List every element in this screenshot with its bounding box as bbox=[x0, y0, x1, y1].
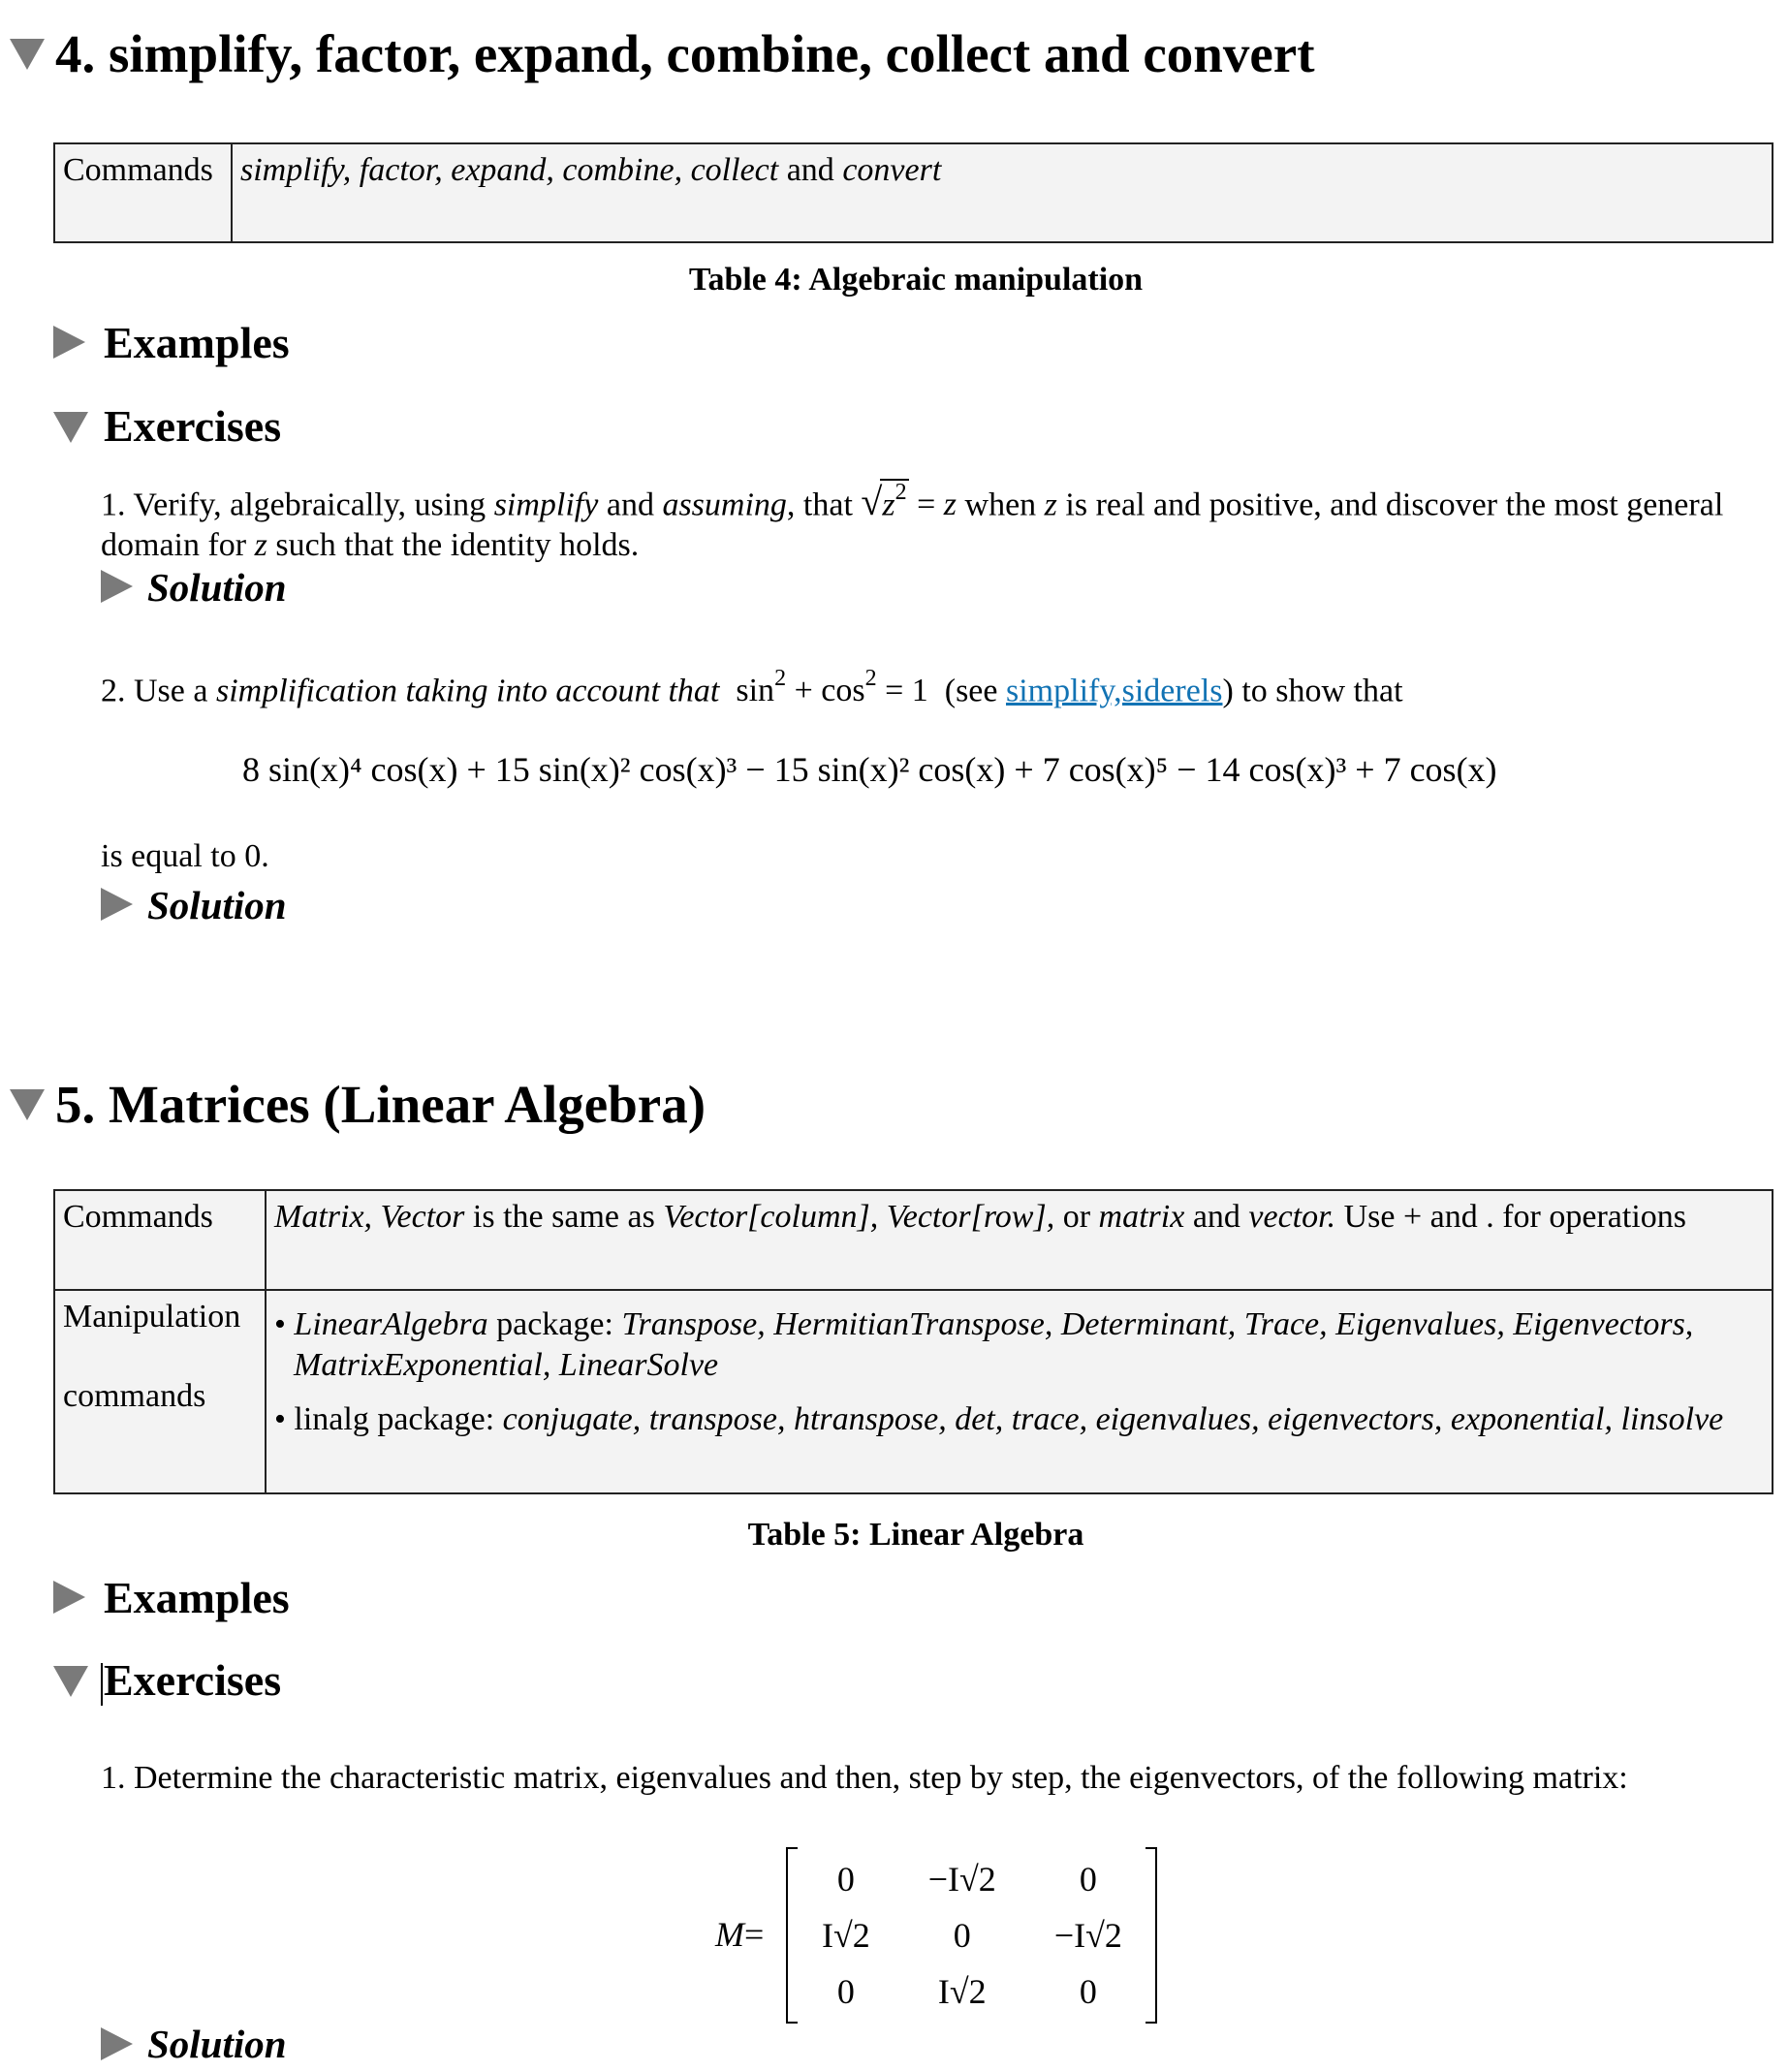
exercise-4-2-tail: is equal to 0. bbox=[101, 838, 269, 874]
sqrt-expression: $√z^2 = z$ bbox=[861, 480, 957, 524]
matrix-label: M= bbox=[715, 1915, 765, 1954]
table-value: • LinearAlgebra package: Transpose, HermitianTranspose, Determinant, Trace, Eigenvalues, Eigenvectors, MatrixExponential, LinearSolve • linalg package: conjugate, transpose, htranspose, det, trace, eigenvalues, eigenvectors, exponential, linsolve bbox=[266, 1290, 1773, 1493]
matrix-cell: 0 bbox=[953, 1916, 971, 1955]
expand-triangle-icon[interactable] bbox=[101, 2027, 133, 2060]
commands-table-5 bbox=[53, 1189, 1773, 1494]
expand-triangle-icon[interactable] bbox=[101, 570, 133, 603]
collapse-triangle-icon[interactable] bbox=[10, 39, 45, 70]
matrix-cell: 0 bbox=[1079, 1860, 1097, 1899]
trig-expression: 8 sin(x)⁴ cos(x) + 15 sin(x)² cos(x)³ − 15 sin(x)² cos(x) + 7 cos(x)⁵ − 14 cos(x)³ + 7 cos(x) bbox=[242, 750, 1497, 789]
matrix-cell: 0 bbox=[1079, 1972, 1097, 2011]
table-label: Commands bbox=[54, 143, 232, 242]
examples-heading[interactable]: Examples bbox=[104, 318, 290, 367]
collapse-triangle-icon[interactable] bbox=[10, 1089, 45, 1120]
matrix-cell: I√2 bbox=[937, 1972, 987, 2011]
collapse-triangle-icon[interactable] bbox=[53, 1666, 88, 1697]
exercises-heading[interactable]: Exercises bbox=[104, 401, 282, 451]
examples-heading[interactable]: Examples bbox=[104, 1573, 290, 1622]
solution-heading[interactable]: Solution bbox=[147, 2022, 287, 2066]
matrix-cell: −I√2 bbox=[1053, 1916, 1122, 1955]
exercise-4-2: 2. Use a simplification taking into account that $\sin^2 + \cos^2 = 1$ (see simplify,siderels) to show that bbox=[101, 666, 1403, 709]
matrix-cell: 0 bbox=[836, 1972, 855, 2011]
expand-triangle-icon[interactable] bbox=[53, 1581, 85, 1614]
table-caption: Table 4: Algebraic manipulation bbox=[688, 262, 1144, 298]
collapse-triangle-icon[interactable] bbox=[53, 412, 88, 443]
table-label: Manipulation commands bbox=[54, 1290, 266, 1493]
table-value: simplify, factor, expand, combine, collect and convert bbox=[232, 143, 1773, 242]
table-label: Commands bbox=[54, 1190, 266, 1290]
expand-triangle-icon[interactable] bbox=[53, 326, 85, 359]
matrix-cell: −I√2 bbox=[927, 1860, 996, 1899]
matrix-cell: I√2 bbox=[822, 1916, 870, 1955]
matrix-M bbox=[793, 1851, 1151, 2020]
siderels-link[interactable]: simplify,siderels bbox=[1006, 673, 1223, 709]
exercise-5-1: 1. Determine the characteristic matrix, eigenvalues and then, step by step, the eigenvectors, of the following matrix: bbox=[101, 1760, 1628, 1796]
text-cursor bbox=[101, 1663, 103, 1706]
exercise-4-1: 1. Verify, algebraically, using simplify and assuming, that $√z^2 = z$ when z is real and positive, and discover the most general domain for z such that the identity holds. bbox=[101, 480, 1724, 564]
matrix-cell: 0 bbox=[836, 1860, 855, 1899]
table-value: Matrix, Vector is the same as Vector[column], Vector[row], or matrix and vector. Use + and . for operations bbox=[266, 1190, 1773, 1290]
expand-triangle-icon[interactable] bbox=[101, 888, 133, 921]
exercises-heading[interactable]: Exercises bbox=[101, 1655, 281, 1706]
solution-heading[interactable]: Solution bbox=[147, 565, 287, 610]
section-4-title: 4. simplify, factor, expand, combine, collect and convert bbox=[55, 24, 1315, 83]
solution-heading[interactable]: Solution bbox=[147, 883, 287, 927]
commands-table-4 bbox=[53, 142, 1773, 243]
section-5-title: 5. Matrices (Linear Algebra) bbox=[55, 1075, 706, 1134]
table-caption: Table 5: Linear Algebra bbox=[747, 1517, 1084, 1553]
